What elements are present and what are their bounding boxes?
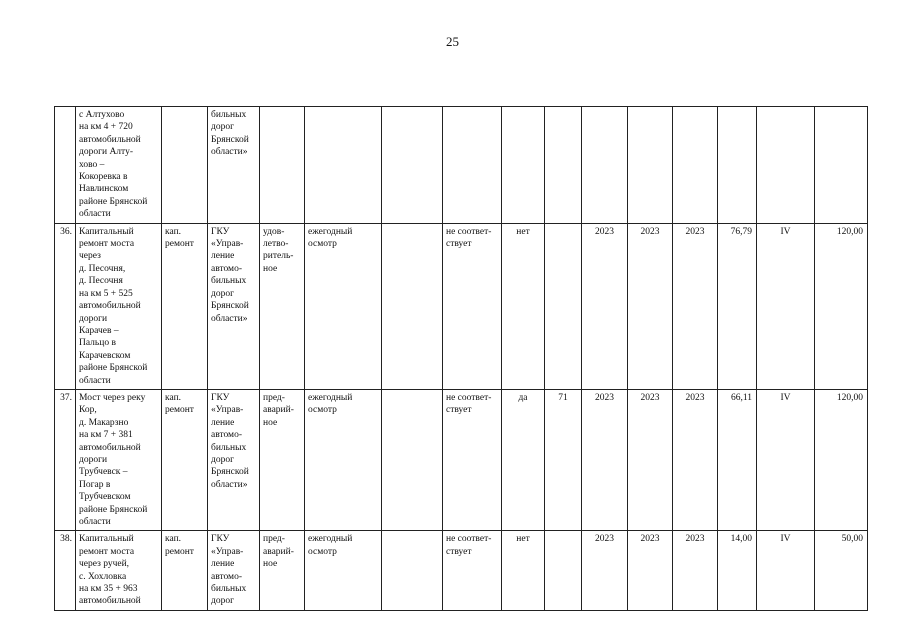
compliance-cell: не соответ- ствует xyxy=(443,531,502,610)
inspection-type-cell: ежегодный осмотр xyxy=(305,389,382,530)
empty-cell-cell xyxy=(382,531,443,610)
year-start-cell: 2023 xyxy=(582,531,628,610)
table-row xyxy=(55,389,868,530)
length-cell: 14,00 xyxy=(718,531,757,610)
category-cell xyxy=(757,107,815,224)
row-number-cell: 38. xyxy=(55,531,76,610)
empty-cell-cell xyxy=(382,389,443,530)
year-mid-cell xyxy=(628,107,673,224)
flag-cell: нет xyxy=(502,531,545,610)
score-cell xyxy=(545,531,582,610)
inspection-type-cell: ежегодный осмотр xyxy=(305,531,382,610)
condition-cell xyxy=(260,107,305,224)
object-name-cell: Капитальный ремонт моста через д. Песочня, д. Песочня на км 5 + 525 автомобильной дороги Карачев – Пальцо в Карачевском районе Брянской области xyxy=(76,223,162,389)
work-type-cell: кап. ремонт xyxy=(162,531,208,610)
organization-cell: бильных дорог Брянской области» xyxy=(208,107,260,224)
length-cell: 66,11 xyxy=(718,389,757,530)
amount-cell: 120,00 xyxy=(815,223,868,389)
inspection-type-cell xyxy=(305,107,382,224)
compliance-cell xyxy=(443,107,502,224)
work-type-cell: кап. ремонт xyxy=(162,389,208,530)
year-start-cell: 2023 xyxy=(582,223,628,389)
length-cell: 76,79 xyxy=(718,223,757,389)
table-row xyxy=(55,531,868,610)
organization-cell: ГКУ «Управ- ление автомо- бильных дорог Брянской области» xyxy=(208,389,260,530)
object-name-cell: с Алтухово на км 4 + 720 автомобильной дороги Алту- хово – Кокоревка в Навлинском районе Брянской области xyxy=(76,107,162,224)
year-end-cell xyxy=(673,107,718,224)
inspection-type-cell: ежегодный осмотр xyxy=(305,223,382,389)
page-number: 25 xyxy=(446,34,459,49)
year-end-cell: 2023 xyxy=(673,389,718,530)
category-cell: IV xyxy=(757,223,815,389)
score-cell: 71 xyxy=(545,389,582,530)
year-start-cell: 2023 xyxy=(582,389,628,530)
work-type-cell: кап. ремонт xyxy=(162,223,208,389)
year-end-cell: 2023 xyxy=(673,531,718,610)
length-cell xyxy=(718,107,757,224)
empty-cell-cell xyxy=(382,223,443,389)
year-end-cell: 2023 xyxy=(673,223,718,389)
year-start-cell xyxy=(582,107,628,224)
year-mid-cell: 2023 xyxy=(628,389,673,530)
row-number-cell xyxy=(55,107,76,224)
year-mid-cell: 2023 xyxy=(628,531,673,610)
flag-cell: нет xyxy=(502,223,545,389)
amount-cell: 50,00 xyxy=(815,531,868,610)
score-cell xyxy=(545,223,582,389)
table-row xyxy=(55,107,868,224)
category-cell: IV xyxy=(757,531,815,610)
condition-cell: удов- летво- ритель- ное xyxy=(260,223,305,389)
row-number-cell: 36. xyxy=(55,223,76,389)
score-cell xyxy=(545,107,582,224)
organization-cell: ГКУ «Управ- ление автомо- бильных дорог xyxy=(208,531,260,610)
condition-cell: пред- аварий- ное xyxy=(260,389,305,530)
empty-cell-cell xyxy=(382,107,443,224)
amount-cell: 120,00 xyxy=(815,389,868,530)
year-mid-cell: 2023 xyxy=(628,223,673,389)
bridge-repair-table xyxy=(54,106,868,611)
compliance-cell: не соответ- ствует xyxy=(443,223,502,389)
amount-cell xyxy=(815,107,868,224)
flag-cell xyxy=(502,107,545,224)
flag-cell: да xyxy=(502,389,545,530)
table-row xyxy=(55,223,868,389)
work-type-cell xyxy=(162,107,208,224)
object-name-cell: Капитальный ремонт моста через ручей, с. Хохловка на км 35 + 963 автомобильной xyxy=(76,531,162,610)
organization-cell: ГКУ «Управ- ление автомо- бильных дорог Брянской области» xyxy=(208,223,260,389)
condition-cell: пред- аварий- ное xyxy=(260,531,305,610)
object-name-cell: Мост через реку Кор, д. Макарзно на км 7 + 381 автомобильной дороги Трубчевск – Погар в Трубчевском районе Брянской области xyxy=(76,389,162,530)
compliance-cell: не соответ- ствует xyxy=(443,389,502,530)
category-cell: IV xyxy=(757,389,815,530)
row-number-cell: 37. xyxy=(55,389,76,530)
